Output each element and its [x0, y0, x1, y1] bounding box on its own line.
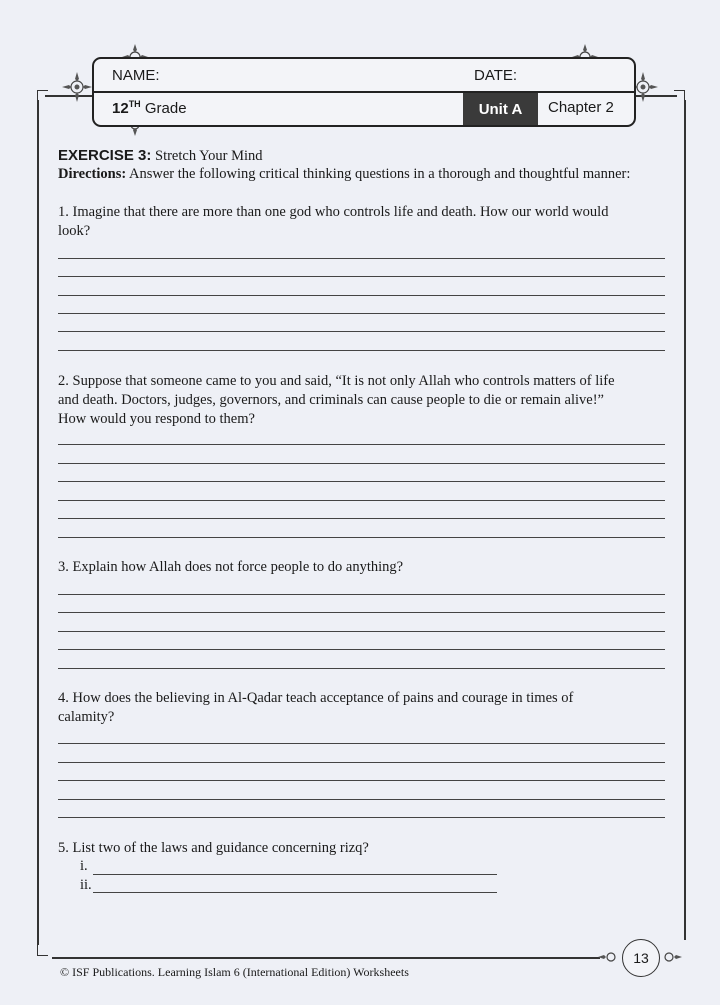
question-text-line: 1. Imagine that there are more than one god who controls life and death. How our world would: [58, 204, 609, 220]
question-5: [58, 839, 668, 858]
grade-suffix: TH: [128, 99, 141, 109]
date-label: DATE:: [474, 67, 518, 84]
answer-line[interactable]: [58, 331, 665, 332]
answer-line[interactable]: [58, 594, 665, 595]
answer-line[interactable]: [58, 817, 665, 818]
directions-label: Directions:: [58, 166, 127, 182]
question-text-line: 3. Explain how Allah does not force people to do anything?: [58, 559, 404, 575]
frame-right-border: [684, 100, 686, 940]
answer-line[interactable]: [93, 892, 497, 893]
footer-copyright: © ISF Publications. Learning Islam 6 (International Edition) Worksheets: [60, 965, 409, 979]
answer-line[interactable]: [58, 258, 665, 259]
name-label: NAME:: [112, 67, 160, 84]
answer-line[interactable]: [58, 799, 665, 800]
question-2: [58, 372, 668, 429]
answer-line[interactable]: [58, 780, 665, 781]
floral-ornament-icon: [60, 70, 94, 104]
unit-badge: Unit A: [463, 93, 538, 125]
question-text-line: 4. How does the believing in Al-Qadar teach acceptance of pains and courage in times of: [58, 690, 574, 706]
question-text-line: and death. Doctors, judges, governors, and criminals can cause people to die or remain alive!”: [58, 392, 604, 408]
frame-bottom-border: [52, 957, 600, 959]
sub-item-label: i.: [80, 858, 88, 874]
sub-item-label: ii.: [80, 877, 92, 893]
question-text-line: calamity?: [58, 709, 115, 725]
question-text-line: look?: [58, 223, 91, 239]
answer-line[interactable]: [93, 874, 497, 875]
answer-line[interactable]: [58, 313, 665, 314]
answer-line[interactable]: [58, 463, 665, 464]
page-number: 13: [622, 939, 660, 977]
directions-text: Answer the following critical thinking questions in a thorough and thoughtful manner:: [129, 166, 631, 182]
answer-line[interactable]: [58, 500, 665, 501]
answer-line[interactable]: [58, 295, 665, 296]
question-text-line: 5. List two of the laws and guidance concerning rizq?: [58, 840, 369, 856]
frame-corner-top-left: [37, 90, 48, 101]
question-1: [58, 203, 668, 241]
answer-line[interactable]: [58, 649, 665, 650]
answer-line[interactable]: [58, 631, 665, 632]
grade-word: Grade: [144, 100, 187, 117]
answer-line[interactable]: [58, 481, 665, 482]
answer-line[interactable]: [58, 612, 665, 613]
frame-left-border: [37, 100, 39, 945]
answer-line[interactable]: [58, 350, 665, 351]
question-4: [58, 689, 668, 727]
chapter-label: Chapter 2: [548, 99, 614, 116]
worksheet-header: [92, 57, 636, 127]
header-top-row: [94, 59, 634, 93]
exercise-title: [58, 147, 263, 165]
frame-corner-top-right: [674, 90, 685, 101]
answer-line[interactable]: [58, 762, 665, 763]
exercise-label: EXERCISE 3:: [58, 147, 152, 164]
answer-line[interactable]: [58, 444, 665, 445]
frame-corner-bottom-left: [37, 945, 48, 956]
answer-line[interactable]: [58, 518, 665, 519]
answer-line[interactable]: [58, 743, 665, 744]
answer-line[interactable]: [58, 276, 665, 277]
exercise-subtitle: Stretch Your Mind: [155, 148, 263, 164]
question-text-line: 2. Suppose that someone came to you and said, “It is not only Allah who controls matters of life: [58, 373, 615, 389]
question-3: [58, 558, 668, 577]
directions: [58, 166, 630, 183]
grade-number: 12: [112, 100, 129, 117]
answer-line[interactable]: [58, 668, 665, 669]
question-text-line: How would you respond to them?: [58, 411, 255, 427]
grade-label: [112, 99, 187, 117]
answer-line[interactable]: [58, 537, 665, 538]
